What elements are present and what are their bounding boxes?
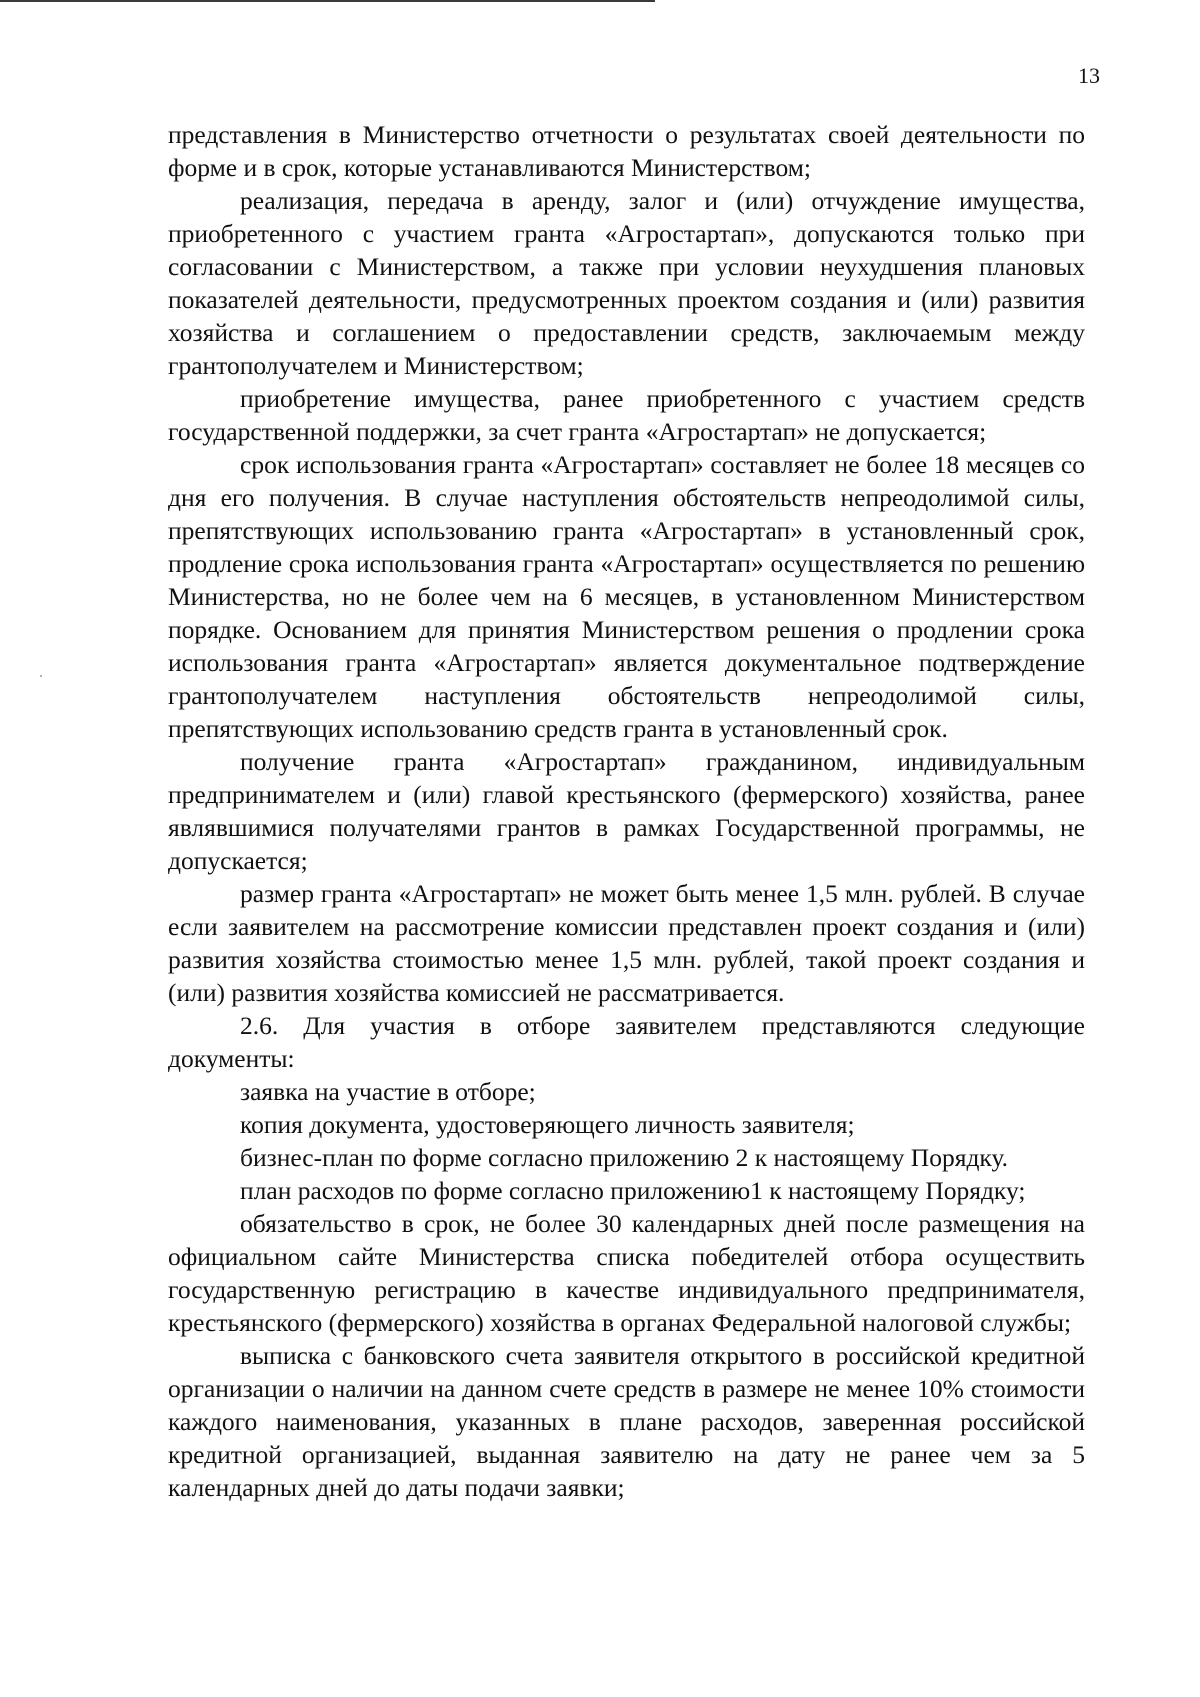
list-item-identity-document: копия документа, удостоверяющего личность заявителя; <box>240 1110 855 1139</box>
paragraph-property-acquisition: приобретение имущества, ранее приобретенного с участием средств государственной поддержки, за счет гранта «Агростартап» не допускается; <box>168 384 1085 446</box>
list-item-business-plan: бизнес-план по форме согласно приложению 2 к настоящему Порядку. <box>240 1143 1009 1172</box>
paragraph-reporting: представления в Министерство отчетности о результатах своей деятельности по форме и в срок, которые устанавливаются Министерством; <box>168 120 1085 182</box>
list-item-expense-plan: план расходов по форме согласно приложению1 к настоящему Порядку; <box>240 1176 1026 1205</box>
list-item-bank-statement: выписка с банковского счета заявителя открытого в российской кредитной организации о наличии на данном счете средств в размере не менее 10% стоимости каждого наименования, указанных в плане расходов, заверенная российской кредитной организацией, выданная заявителю на дату не ранее чем за 5 календарных дней до даты подачи заявки; <box>168 1341 1085 1502</box>
paragraph-prior-recipients: получение гранта «Агростартап» гражданином, индивидуальным предпринимателем и (или) главой крестьянского (фермерского) хозяйства, ранее являвшимися получателями грантов в рамках Государственной программы, не допускается; <box>168 747 1085 875</box>
scan-top-rule <box>0 0 655 2</box>
paragraph-section-2-6: 2.6. Для участия в отборе заявителем представляются следующие документы: <box>168 1011 1085 1073</box>
list-item-registration-obligation: обязательство в срок, не более 30 календарных дней после размещения на официальном сайте Министерства списка победителей отбора осуществить государственную регистрацию в качестве индивидуального предпринимателя, крестьянского (фермерского) хозяйства в органах Федеральной налоговой службы; <box>168 1209 1085 1337</box>
paragraph-property-disposal: реализация, передача в аренду, залог и (или) отчуждение имущества, приобретенного с участием гранта «Агростартап», допускаются только при согласовании с Министерством, а также при условии неухудшения плановых показателей деятельности, предусмотренных проектом создания и (или) развития хозяйства и соглашением о предоставлении средств, заключаемым между грантополучателем и Министерством; <box>168 186 1085 380</box>
paragraph-grant-size: размер гранта «Агростартап» не может быть менее 1,5 млн. рублей. В случае если заявителем на рассмотрение комиссии представлен проект создания и (или) развития хозяйства стоимостью менее 1,5 млн. рублей, такой проект создания и (или) развития хозяйства комиссией не рассматривается. <box>168 879 1085 1007</box>
list-item-application: заявка на участие в отборе; <box>240 1077 536 1106</box>
document-body <box>168 118 1085 1504</box>
scan-speck <box>40 675 42 677</box>
page-number: 13 <box>1078 63 1100 88</box>
paragraph-grant-term: срок использования гранта «Агростартап» составляет не более 18 месяцев со дня его получения. В случае наступления обстоятельств непреодолимой силы, препятствующих использованию гранта «Агростартап» в установленный срок, продление срока использования гранта «Агростартап» осуществляется по решению Министерства, но не более чем на 6 месяцев, в установленном Министерством порядке. Основанием для принятия Министерством решения о продлении срока использования гранта «Агростартап» является документальное подтверждение грантополучателем наступления обстоятельств непреодолимой силы, препятствующих использованию средств гранта в установленный срок. <box>168 450 1085 743</box>
